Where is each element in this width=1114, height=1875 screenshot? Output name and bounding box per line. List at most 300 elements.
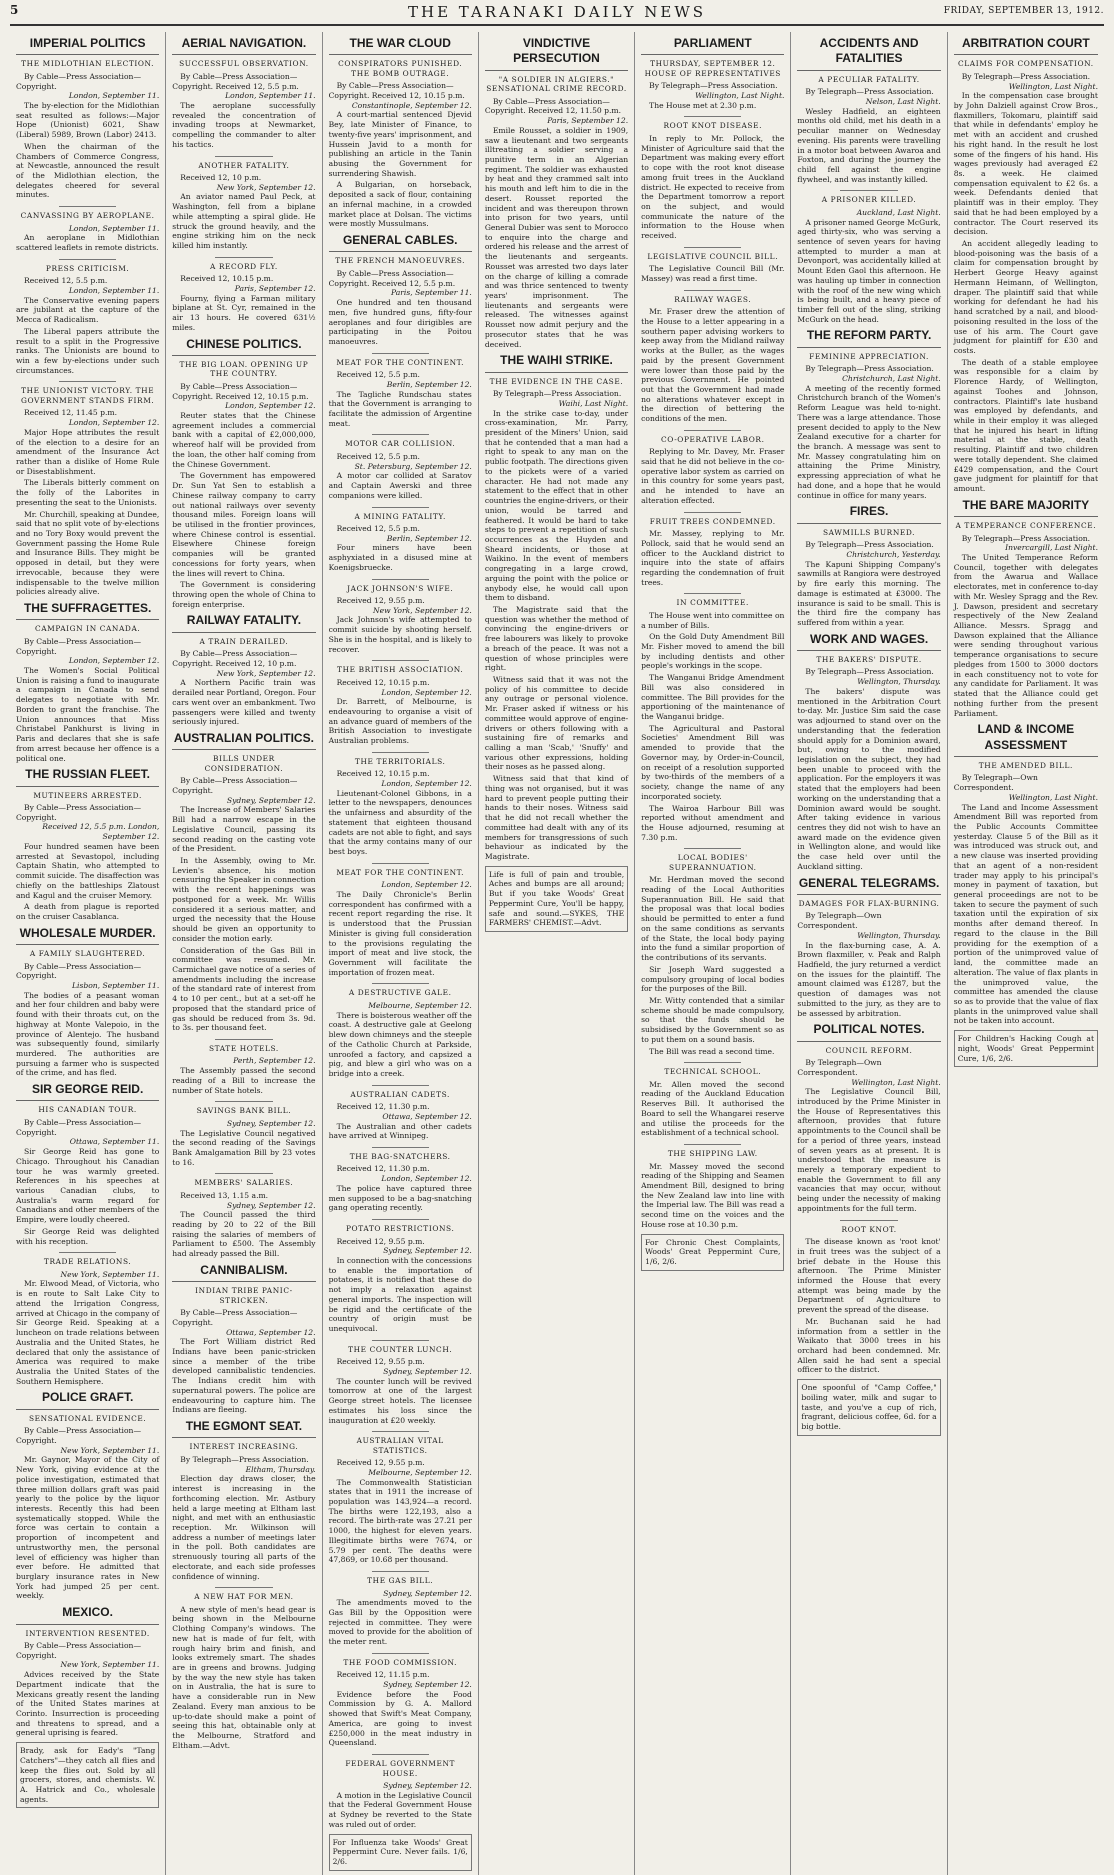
story-subheading: A DESTRUCTIVE GALE. [348, 988, 452, 998]
story-dateline: Wellington, Thursday. [857, 930, 941, 940]
story-paragraph: Four miners have been asphyxiated in a disused mine at Koenigsbruecke. [328, 543, 472, 572]
story-paragraph: Mr. Herdman moved the second reading of the Local Authorities Superannuation Bill. He said that the proposal was that local bodies should be permitted to enter a fund on the same conditions as servants of the State, the local body paying into the fund a similar proportion of the contributions of its servants. [641, 875, 785, 963]
story-paragraph: The Commonwealth Statistician states that in 1911 the increase of population was 143,924—a record. The births were 122,193, also a record. The birth-rate was 27.21 per 1000, the highest for eleven years. Illegitimate births were 7674, or 5.79 per cent. The deaths were 47,869, or 10.68 per thousand. [328, 1477, 472, 1565]
story-paragraph: The bodies of a peasant woman and her four children and baby were found with their throats cut, on the highway at Monte Valepoio, in the province of Alentejo. The husband was subsequently found, similarly murdered. The authorities are pursuing a farmer who is suspected of the crime, and has fled. [16, 990, 160, 1078]
story-divider [372, 1340, 429, 1341]
story-divider [684, 1062, 741, 1063]
story-paragraph: The Fort William district Red Indians have been panic-stricken since a member of the tribe developed cannibalistic tendencies. The Indians credit him with supernatural powers. The police are endeavouring to capture him. The Indians are fleeing. [172, 1337, 316, 1415]
story-byline: Received 12, 11.15 p.m. [336, 1670, 430, 1680]
story-byline: Received 13, 1.15 a.m. [180, 1190, 269, 1200]
story-divider [840, 190, 897, 191]
story-paragraph: The Government has empowered Dr. Sun Yat Sen to establish a Chinese railway company to carry out national railways over seventy thousand miles. Foreign loans will be utilised in the frontier provinces, where Chinese control is essential. Elsewhere Chinese foreign companies will be granted concessions for forty years, when the lines will revert to China. [172, 471, 316, 578]
story-paragraph: The Daily Chronicle's Berlin correspondent has confirmed with a recent report regarding the rise. It is understood that the Prussian Minister is giving full consideration to the provisions regulating the import of meat and live stock, the Government will facilitate the importation of frozen meat. [328, 889, 472, 977]
section-heading: THE EGMONT SEAT. [172, 1417, 315, 1438]
story-subheading: IN COMMITTEE. [676, 598, 749, 608]
story-byline: Received 12, 9.55 p.m. [336, 596, 425, 606]
story-paragraph: The police have captured three men supposed to be a bag-snatching gang operating recently. [328, 1183, 472, 1213]
story-dateline: Sydney, September 12. [226, 1200, 316, 1210]
advertisement: One spoonful of "Camp Coffee," boiling water, milk and sugar to taste, and you've a cup of rich, fragrant, delicious coffee, 6d. for a big bottle. [797, 1379, 940, 1436]
story-subheading: A TRAIN DERAILED. [199, 636, 289, 646]
section-heading: SIR GEORGE REID. [16, 1080, 159, 1101]
story-dateline: London, September 12. [381, 1174, 472, 1184]
story-paragraph: The Government is considering throwing open the whole of China to foreign enterprise. [172, 580, 316, 609]
story-dateline: New York, September 12. [216, 182, 316, 192]
story-paragraph: The Agricultural and Pastoral Societies' Amendment Bill was amended to provide that the Governor may, by Order-in-Council, on receipt of a resolution supported by two-thirds of the members of a society, change the name of any incorporated society. [641, 723, 785, 801]
story-paragraph: The Wairoa Harbour Bill was reported without amendment and the House adjourned, resuming at 7.30 p.m. [641, 803, 785, 842]
story-byline: Received 12, 9.55 p.m. [336, 1357, 425, 1367]
story-subheading: SAWMILLS BURNED. [823, 527, 916, 537]
section-heading: ACCIDENTS AND FATALITIES [797, 34, 940, 71]
story-byline: By Telegraph—Press Association. [649, 81, 778, 91]
story-divider [372, 434, 429, 435]
story-byline: By Cable—Press Association—Copyright. Received 12, 10.15 p.m. [328, 81, 465, 101]
story-subheading: ROOT KNOT DISEASE. [663, 121, 763, 131]
section-heading: WORK AND WAGES. [797, 630, 940, 651]
story-subheading: PRESS CRITICISM. [45, 263, 130, 273]
story-dateline: Wellington, Last Night. [695, 91, 785, 101]
story-divider [215, 1039, 272, 1040]
story-subheading: LEGISLATIVE COUNCIL BILL. [647, 251, 779, 261]
story-subheading: MOTOR CAR COLLISION. [345, 439, 456, 449]
story-subheading: MEAT FOR THE CONTINENT. [336, 357, 465, 367]
story-byline: Received 12, 5.5 p.m. [336, 370, 420, 380]
story-divider [372, 1431, 429, 1432]
story-dateline: Christchurch, Last Night. [842, 374, 941, 384]
section-heading: LAND & INCOME ASSESSMENT [954, 720, 1098, 757]
story-dateline: Wellington, Last Night. [1008, 792, 1098, 802]
story-divider [684, 1144, 741, 1145]
story-subheading: AUSTRALIAN CADETS. [350, 1089, 451, 1099]
story-divider [372, 752, 429, 753]
story-paragraph: Mr. Elwood Mead, of Victoria, who is en route to Salt Lake City to attend the Irrigation Congress, arrived at Chicago in the company of Sir George Reid. Speaking at a luncheon on trade relations between Australia and the United States, he declared that only the assistance of America was required to make Australia the United States of the Southern Hemisphere. [16, 1279, 160, 1386]
story-byline: Received 12, 10.15 p.m. [336, 677, 430, 687]
story-paragraph: Mr. Allen moved the second reading of the Auckland Education Reserves Bill. It authorised the Board to sell the Whangarei reserve and utilise the proceeds for the establishment of a technical school. [641, 1079, 785, 1138]
story-dateline: New York, September 11. [60, 1445, 160, 1455]
story-divider [372, 1754, 429, 1755]
story-dateline: Sydney, September 12. [226, 1118, 316, 1128]
story-dateline: Perth, September 12. [233, 1056, 316, 1066]
story-paragraph: The Legislative Council Bill, introduced by the Prime Minister in the House of Representatives this afternoon, provides that future appointments to the Council shall be for a period of three years, instead of seven years as at present. It is understood that the measure is merely a temporary expedient to enable the Government to fill any vacancies that may occur, without being under the necessity of making appointments for the full term. [797, 1087, 941, 1213]
story-paragraph: The Women's Social Political Union is raising a fund to inaugurate a campaign in Canada to send delegates to negotiate with Mr. Borden to grant the franchise. The Union announces that Miss Christabel Pankhurst is living in Paris and declares that she is safe from arrest because her offence is a political one. [16, 666, 160, 763]
story-paragraph: The bakers' dispute was mentioned in the Arbitration Court to-day. Mr. Justice Sim said the case was adjourned to stand over on the understanding that the federation should apply for a Dominion award, but, owing to the modified legislation on the subject, they had been unable to proceed with the application. For the employers it was stated that the employers had been working on the understanding that a Dominion award would be sought. After taking evidence in various centres they did not wish to have an award made on the evidence given in Wellington alone, and would like the case held over until the Auckland sitting. [797, 686, 941, 871]
story-byline: Received 12, 11.30 p.m. [336, 1164, 430, 1174]
story-subheading: A FAMILY SLAUGHTERED. [29, 949, 146, 959]
story-subheading: RAILWAY WAGES. [674, 294, 752, 304]
story-paragraph: The House met at 2.30 p.m. [649, 100, 757, 110]
advertisement: For Influenza take Woods' Great Peppermint Cure. Never fails. 1/6, 2/6. [329, 1834, 472, 1871]
story-subheading: THE BAKERS' DISPUTE. [816, 655, 922, 665]
story-subheading: THE BAG-SNATCHERS. [349, 1152, 451, 1161]
story-dateline: Constantinople, September 12. [351, 100, 472, 110]
story-subheading: CONSPIRATORS PUNISHED. THE BOMB OUTRAGE. [338, 59, 463, 78]
story-divider [372, 983, 429, 984]
section-heading: WHOLESALE MURDER. [16, 924, 159, 945]
story-byline: By Telegraph—Press Association. [961, 533, 1091, 543]
story-paragraph: The Assembly passed the second reading of a Bill to increase the number of State hotels. [172, 1066, 316, 1095]
story-paragraph: An accident allegedly leading to blood-poisoning was the basis of a claim for compensation brought by Herbert George Heavy against Hermann Heimann, of Wellington, draper. The plaintiff said that while working for defendant he had his hand scratched by a nail, and blood-poisoning resulted in the loss of the use of his arm. The Court gave judgment for plaintiff for £30 and costs. [953, 239, 1098, 355]
section-heading: THE REFORM PARTY. [797, 326, 940, 347]
story-paragraph: Wesley Hadfield, an eighteen months old child, met his death in a peculiar manner on Wednesday evening. His parents were travelling in a motor boat between Awaroa and Foxton, and during the journey the child fell against the engine flywheel, and was instantly killed. [797, 106, 941, 184]
story-paragraph: In reply to Mr. Pollock, the Minister of Agriculture said that the Department was making every effort to cope with the root knot disease among fruit trees in the Auckland district. He expected to receive from the Department tomorrow a report on the subject, and would communicate the nature of the information to the House when received. [641, 133, 785, 241]
story-byline: By Cable—Press Association—Copyright. [16, 71, 142, 91]
section-heading: GENERAL TELEGRAMS. [797, 874, 940, 895]
story-divider [59, 206, 116, 207]
story-divider [372, 1571, 429, 1572]
story-byline: By Telegraph—Press Association. [805, 540, 934, 550]
story-divider [59, 259, 116, 260]
story-paragraph: Mr. Buchanan said he had information from a settler in the Waikato that 3000 trees in his orchard had been condemned. Mr. Allen said he had sent a special officer to the district. [797, 1316, 941, 1375]
story-byline: Received 12, 5.5 p.m. [336, 451, 420, 461]
story-dateline: London, September 11. [68, 285, 160, 295]
story-divider [215, 1173, 272, 1174]
masthead [10, 0, 1104, 26]
story-paragraph: Witness said that it was not the policy of his committee to decide any outrage or personal violence. Mr. Fraser asked if witness or his committee would approve of engine-drivers or others following with a sustaining fire of remarks and calling a man 'Scab,' 'Snuffy' and various other expressions, holding their noses as he passed along. [484, 675, 629, 772]
story-divider [372, 1219, 429, 1220]
story-subheading: THE SHIPPING LAW. [667, 1149, 758, 1159]
story-dateline: Waihi, Last Night. [558, 398, 629, 408]
page-number: 5 [10, 3, 19, 17]
story-dateline: Wellington, Last Night. [1008, 81, 1098, 91]
story-dateline: Christchurch, Yesterday. [846, 549, 941, 559]
story-subheading: ROOT KNOT. [841, 1224, 897, 1234]
story-paragraph: When the chairman of the Chambers of Commerce Congress, at Newcastle, announced the result of the Midlothian election, the delegates cheered for several minutes. [16, 141, 160, 200]
newspaper-title: THE TARANAKI DAILY NEWS [407, 3, 707, 21]
story-subheading: MUTINEERS ARRESTED. [33, 790, 142, 800]
story-byline: By Telegraph—Own Correspondent. [797, 1058, 882, 1077]
story-paragraph: The Conservative evening papers are jubilant at the capture of the Mecca of Radicalism. [16, 295, 160, 325]
story-dateline: Berlin, September 12. [386, 379, 472, 389]
story-subheading: THE AMENDED BILL. [978, 760, 1073, 770]
story-subheading: A RECORD FLY. [210, 261, 278, 271]
story-divider [372, 353, 429, 354]
story-divider [684, 430, 741, 431]
story-subheading: TECHNICAL SCHOOL. [664, 1067, 762, 1077]
story-dateline: London, September 12. [381, 880, 472, 890]
story-subheading: TRADE RELATIONS. [43, 1257, 132, 1267]
story-byline: Received 12, 11.45 p.m. [24, 408, 117, 418]
story-subheading: A PRISONER KILLED. [821, 195, 917, 205]
column-7 [948, 32, 1104, 1875]
story-byline: By Cable—Press Association—Copyright. [16, 961, 142, 981]
story-dateline: St. Petersburg, September 12. [354, 461, 472, 471]
story-divider [840, 1220, 897, 1221]
story-byline: By Cable—Press Association—Copyright. [16, 1117, 142, 1137]
story-paragraph: There is boisterous weather off the coast. A destructive gale at Geelong blew down chimneys and the steeple of the Catholic Church at Parkside, unroofed a factory, and capsized a pig, and blew a girl who was on a bridge into a creek. [328, 1010, 472, 1078]
story-paragraph: A meeting of the recently formed Christchurch branch of the Women's Reform League was held to-night. There was a large attendance. Those present decided to apply to the New Zealand executive for a charter for the branch. A message was sent to Mr. Massey congratulating him on attaining the Prime Ministry, expressing appreciation of what he had done, and a hope that he would continue in office for many years. [797, 383, 941, 500]
section-heading: THE WAR CLOUD [329, 34, 472, 55]
story-paragraph: Sir Joseph Ward suggested a compulsory grouping of local bodies for the purposes of the Bill. [641, 964, 785, 994]
story-byline: By Telegraph—Press Association. [805, 364, 934, 374]
story-subheading: THE GAS BILL. [367, 1576, 434, 1586]
story-subheading: FEDERAL GOVERNMENT HOUSE. [345, 1759, 456, 1778]
section-heading: RAILWAY FATALITY. [172, 611, 315, 632]
story-paragraph: Four hundred seamen have been arrested at Sevastopol, including Captain Shatin, who attempted to commit suicide. The disaffection was chiefly on the battleships Zlatoust and Kagul and the cruiser Memory. [16, 841, 160, 900]
story-dateline: Wellington, Last Night. [851, 1077, 941, 1087]
story-subheading: A PECULIAR FATALITY. [818, 74, 920, 84]
story-dateline: London, September 11. [225, 91, 316, 101]
story-paragraph: A new style of men's head gear is being shown in the Melbourne Clothing Company's windows. The new hat is made of fur felt, with rough hairy brim and finish, and looks extremely smart. The shades are in greens and browns. Judging by the way the new style has taken on in Australia, the hat is sure to have a considerable run in New Zealand. Every man anxious to be up-to-date should make a point of seeing this hat, obtainable only at the Melbourne, Stratford and Eltham.—Advt. [172, 1604, 316, 1750]
story-paragraph: The by-election for the Midlothian seat resulted as follows:—Major Hope (Unionist) 6021, Shaw (Liberal) 5989, Brown (Labor) 2413. [16, 100, 160, 140]
story-subheading: DAMAGES FOR FLAX-BURNING. [798, 898, 940, 908]
story-byline: By Telegraph—Own Correspondent. [797, 911, 882, 931]
story-subheading: STATE HOTELS. [208, 1043, 279, 1053]
story-subheading: CO-OPERATIVE LABOR. [661, 434, 765, 444]
section-heading: FIRES. [797, 502, 940, 523]
advertisement: Brady, ask for Eady's "Tang Catchers"—they catch all flies and keep the flies out. Sold by all grocers, stores, and chemists. W. A. Hatrick and Co., wholesale agents. [16, 1742, 159, 1808]
story-paragraph: Witness said that that kind of thing was not organised, but it was hard to prevent people putting their hands to their noses. Witness said that he did not recall whether the committee had dealt with any of its members for transgressions of such behaviour as indicated by the Magistrate. [484, 774, 629, 861]
story-divider [684, 512, 741, 513]
story-dateline: Sydney, September 12. [383, 1588, 472, 1598]
story-divider [684, 116, 741, 117]
story-paragraph: Major Hope attributes the result of the election to a desire for an amendment of the Insurance Act rather than a dislike of Home Rule or Disestablishment. [16, 427, 160, 476]
advertisement: For Chronic Chest Complaints, Woods' Great Peppermint Cure, 1/6, 2/6. [641, 1234, 784, 1271]
column-5 [635, 32, 791, 1875]
story-paragraph: A court-martial sentenced Djevid Bey, late Minister of Finance, to twenty-five years' imprisonment, and Hussein Javid to a month for publishing an article in the Tanin abusing the Government for surrendering Shawish. [328, 110, 472, 178]
column-1 [10, 32, 166, 1875]
story-paragraph: In the compensation case brought by John Dalziell against Crow Bros., flaxmillers, Tokomaru, plaintiff said that while in defendants' employ he met with an accident and crushed his right hand. In the result he lost some of the fingers of his hand. His wages previously had averaged £2 8s. a week. He claimed compensation equivalent to £2 6s. a week. Defendants denied that plaintiff was in their employ. They said that he had been employed by a contractor. The Court reserved its decision. [953, 91, 1098, 237]
story-subheading: THE FRENCH MANOEUVRES. [335, 256, 466, 266]
story-paragraph: One hundred and ten thousand men, five hundred guns, fifty-four aeroplanes and four dirigibles are participating in the Poitou manoeuvres. [328, 298, 472, 346]
story-subheading: SAVINGS BANK BILL. [196, 1106, 292, 1116]
story-subheading: MEAT FOR THE CONTINENT. [336, 867, 465, 877]
column-2 [166, 32, 322, 1875]
story-subheading: A NEW HAT FOR MEN. [194, 1592, 294, 1602]
story-paragraph: Consideration of the Gas Bill in committee was resumed. Mr. Carmichael gave notice of a series of amendments including the increase of the standard rate of interest from 4 to 10 per cent., but at a set-off he proposed that the standard price of gas should be reduced from 3s. 9d. to 3s. per thousand feet. [172, 945, 316, 1033]
section-heading: AERIAL NAVIGATION. [172, 34, 315, 55]
story-paragraph: The Wanganui Bridge Amendment Bill was also considered in committee. The Bill provides for the apportioning of the maintenance of the Wanganui bridge. [641, 673, 785, 722]
column-4 [479, 32, 635, 1875]
story-dateline: London, September 12. [68, 418, 160, 428]
story-paragraph: The Land and Income Assessment Amendment Bill was reported from the Public Accounts Committee yesterday. Clause 5 of the Bill as it was introduced was struck out, and a new clause was inserted providing that an agent of a non-resident trader may apply to his principal's money in payment of taxation, but general proceedings are not to be taken to secure the payment of such taxation until the expiration of six months after demand thereof. In regard to the clause in the Bill providing for the exemption of a portion of the unimproved value of land, the committee made an alteration. The value of flax plants in the unimproved value, the committee has amended the clause so as to provide that the value of flax plants in the unimproved value shall not be taken into account. [953, 802, 1098, 1026]
story-dateline: Paris, September 12. [234, 283, 316, 293]
story-divider [684, 290, 741, 291]
story-subheading: THE MIDLOTHIAN ELECTION. [21, 59, 155, 69]
story-byline: Received 12, 9.55 p.m. [336, 1236, 425, 1246]
story-paragraph: Dr. Barrett, of Melbourne, is endeavouring to organise a visit of an advance guard of members of the British Association to investigate Australian problems. [328, 697, 472, 746]
story-paragraph: The counter lunch will be revived tomorrow at one of the largest George street hotels. The licensee estimates his loss since the inauguration at £20 weekly. [328, 1376, 472, 1425]
story-dateline: New York, September 12. [216, 668, 316, 678]
story-byline: By Cable—Press Association—Copyright. [16, 1426, 142, 1445]
story-dateline: Wellington, Thursday. [857, 677, 941, 687]
story-subheading: BILLS UNDER CONSIDERATION. [204, 754, 284, 773]
newspaper-columns [10, 32, 1104, 1867]
story-subheading: CLAIMS FOR COMPENSATION. [958, 59, 1094, 69]
story-paragraph: Sir George Reid has gone to Chicago. Throughout his Canadian tour he was warmly greeted. References in his speeches at various Canadian clubs, to Australia's warm regard for Canadians and other members of the Empire, were loudly cheered. [16, 1147, 160, 1225]
story-subheading: HIS CANADIAN TOUR. [38, 1105, 137, 1115]
story-paragraph: The United Temperance Reform Council, together with delegates from the Awarua and Wallace electorates, met in conference to-day with Mr. Wesley Spragg and the Rev. J. Dawson, president and secretary respectively of the New Zealand Alliance. Messrs. Spragg and Dawson explained that the Alliance were sending throughout various temperance organisations to secure pledges from 1500 to 3000 doctors in each constituency not to vote for any candidate for Parliament. It was stated that the Alliance could get nothing further from the present Parliament. [953, 553, 1098, 718]
column-3 [323, 32, 479, 1875]
story-dateline: Ottawa, September 11. [69, 1137, 160, 1147]
story-paragraph: The death of a stable employee was responsible for a claim by Florence Hardy, of Wellington, against Toohes and Johnson, contractors. Plaintiff's late husband was employed by defendants, and while in their employ it was alleged that he injured his heart in lifting material at the stable, death resulting. Plaintiff and two children were totally dependent. She claimed £429 compensation, and the Court gave judgment for plaintiff for that amount. [953, 357, 1098, 494]
section-heading: THE WAIHI STRIKE. [485, 351, 628, 372]
story-paragraph: The House went into committee on a number of Bills. [641, 610, 785, 630]
story-dateline: Auckland, Last Night. [856, 207, 941, 217]
story-divider [372, 1147, 429, 1148]
story-byline: By Cable—Press Association—Copyright. Received 12, 5.5 p.m. [328, 268, 456, 288]
story-subheading: FRUIT TREES CONDEMNED. [649, 516, 776, 526]
story-paragraph: In connection with the concessions to enable the importation of potatoes, it is notified that these do not imply a relaxation against general imports. The inspection will be rigid and the certificate of the country of origin must be unequivocal. [328, 1255, 472, 1333]
story-subheading: THURSDAY, SEPTEMBER 12. HOUSE OF REPRESENTATIVES [644, 59, 781, 78]
story-dateline: Sydney, September 12. [383, 1246, 472, 1256]
story-paragraph: On the Gold Duty Amendment Bill Mr. Fisher moved to amend the bill by including dentists and other people's workings in the scope. [641, 632, 785, 671]
story-dateline: Paris, September 12. [547, 116, 629, 126]
story-byline: By Telegraph—Press Association. [492, 389, 622, 399]
story-paragraph: Mr. Fraser drew the attention of the House to a letter appearing in a southern paper advising workers to keep away from the Midland railway works at the Buller, as the wages paid by the present Government were lower than those paid by the previous Government. He pointed out that the Government had made no alterations whatever except in the direction of bettering the conditions of the men. [641, 307, 785, 424]
story-divider [215, 1101, 272, 1102]
story-byline: By Cable—Press Association—Copyright. Received 12, 10 p.m. [172, 649, 298, 668]
story-subheading: THE FOOD COMMISSION. [343, 1657, 458, 1667]
story-subheading: A MINING FATALITY. [354, 511, 446, 521]
story-paragraph: In the strike case to-day, under cross-examination, Mr. Parry, president of the Miners' Union, said that he contended that a man had a right to speak to any man on the public footpath. The directions given to the pickets were of a varied character. He had not made any statement to the effect that in other countries the engine-drivers, or their union, would be tarred and feathered. It would be hard to take steps to prevent a repetition of such occurrences as the Huyden and Sheard incidents, or those at Waikino. In the event of members congregating in a large crowd, arguing the point with the police or anybody else, he would call upon them to disband. [484, 408, 629, 603]
story-subheading: INTERVENTION RESENTED. [25, 1628, 150, 1638]
story-subheading: CAMPAIGN IN CANADA. [34, 624, 141, 634]
story-divider [372, 507, 429, 508]
story-divider [59, 381, 116, 382]
story-paragraph: An aviator named Paul Peck, at Washington, fell from a biplane while attempting a spiral glide. He struck the ground heavily, and the engine striking him on the neck killed him instantly. [172, 192, 316, 251]
section-heading: THE BARE MAJORITY [954, 496, 1098, 517]
story-divider [372, 863, 429, 864]
story-paragraph: The Bill was read a second time. [649, 1046, 775, 1056]
story-paragraph: The Council passed the third reading by 20 to 22 of the Bill raising the salaries of members of Parliament to £500. The Assembly had already passed the Bill. [172, 1210, 316, 1259]
story-divider [372, 660, 429, 661]
story-paragraph: The Tagliche Rundschau states that the Government is arranging to facilitate the admission of Argentine meat. [328, 389, 472, 428]
story-byline: By Cable—Press Association—Copyright. [172, 1308, 298, 1327]
story-paragraph: Lieutenant-Colonel Gibbons, in a letter to the newspapers, denounces the unfairness and absurdity of the statement that eighteen thousand cadets are not able to fight, and says that the army contains many of our best boys. [328, 788, 472, 857]
story-dateline: Sydney, September 12. [383, 1680, 472, 1690]
story-dateline: Nelson, Last Night. [865, 96, 941, 106]
story-dateline: Sydney, September 12. [383, 1781, 472, 1790]
story-dateline: New York, September 11. [60, 1269, 160, 1279]
story-dateline: Ottawa, September 12. [226, 1327, 316, 1337]
story-byline: By Telegraph—Press Association. [805, 667, 934, 677]
story-byline: Received 12, 9.55 p.m. [336, 1458, 425, 1468]
story-dateline: London, September 11. [68, 91, 160, 101]
story-divider [59, 1252, 116, 1253]
advertisement: For Children's Hacking Cough at night, Woods' Great Peppermint Cure, 1/6, 2/6. [954, 1030, 1098, 1067]
section-heading: THE RUSSIAN FLEET. [16, 765, 159, 786]
story-dateline: Ottawa, September 12. [382, 1111, 472, 1121]
story-dateline: London, September 12. [381, 687, 472, 697]
section-heading: PARLIAMENT [641, 34, 784, 55]
story-subheading: A TEMPERANCE CONFERENCE. [955, 521, 1097, 531]
story-subheading: MEMBERS' SALARIES. [194, 1178, 294, 1188]
section-heading: IMPERIAL POLITICS [16, 34, 159, 55]
story-divider [215, 156, 272, 157]
story-paragraph: The Liberals bitterly comment on the folly of the Laborites in presenting the seat to the Unionists. [16, 478, 160, 507]
story-byline: Received 12, 5.5 p.m. [336, 523, 420, 533]
story-paragraph: Advices received by the State Department indicate that the Mexicans greatly resent the landing of the United States marines at Corinto. Insurrection is proceeding and threatens to spread, and a general uprising is feared. [16, 1670, 160, 1738]
story-byline: Received 12, 10.15 p.m. [180, 274, 274, 284]
story-paragraph: Mr. Massey moved the second reading of the Shipping and Seamen Amendment Bill, designed to bring the New Zealand law into line with the Imperial law. The Bill was read a second time on the voices and the House rose at 10.30 p.m. [641, 1161, 785, 1229]
story-byline: Received 12, 5.5 p.m. [24, 276, 108, 286]
section-heading: VINDICTIVE PERSECUTION [485, 34, 628, 71]
story-subheading: SENSATIONAL EVIDENCE. [28, 1413, 147, 1423]
story-byline: By Cable—Press Association—Copyright. Received 12, 11.50 p.m. [484, 96, 622, 116]
story-paragraph: Jack Johnson's wife attempted to commit suicide by shooting herself. She is in the hospital, and is likely to recover. [328, 615, 472, 654]
story-byline: By Telegraph—Press Association. [180, 1454, 309, 1464]
story-subheading: THE TERRITORIALS. [354, 756, 446, 766]
story-byline: By Telegraph—Press Association. [961, 71, 1091, 81]
story-subheading: POTATO RESTRICTIONS. [345, 1224, 455, 1234]
story-dateline: Invercargill, Last Night. [1005, 543, 1098, 553]
story-subheading: INDIAN TRIBE PANIC-STRICKEN. [195, 1286, 293, 1305]
section-heading: THE SUFFRAGETTES. [16, 599, 159, 620]
story-dateline: Sydney, September 12. [383, 1366, 472, 1376]
story-subheading: LOCAL BODIES' SUPERANNUATION. [668, 853, 757, 872]
story-paragraph: Mr. Witty contended that a similar scheme should be made compulsory, so that the funds should be subsidised by the Government so as to put them on a sound basis. [641, 995, 785, 1044]
story-divider [684, 848, 741, 849]
story-byline: By Cable—Press Association—Copyright. [172, 776, 298, 795]
section-heading: GENERAL CABLES. [329, 231, 472, 252]
story-dateline: Melbourne, September 12. [368, 1467, 472, 1477]
story-paragraph: The Liberal papers attribute the result to a split in the Progressive ranks. The Unionists are bound to win a few by-elections under such circumstances. [16, 326, 160, 375]
story-paragraph: Mr. Gaynor, Mayor of the City of New York, giving evidence at the police investigation, estimated that three million dollars graft was paid yearly to the police by the liquor interests. Recently this had been systematically stopped. While the force was certain to contain a proportion of incompetent and untrustworthy men, the personal level of efficiency was higher than ever before. He admitted that burglary insurance rates in New York had jumped 25 per cent. weekly. [16, 1455, 160, 1601]
story-subheading: ANOTHER FATALITY. [198, 160, 290, 170]
story-dateline: London, September 12. [381, 779, 472, 789]
story-paragraph: Fourny, flying a Farman military biplane at St. Cyr, remained in the air 13 hours. He covered 631½ miles. [172, 293, 316, 332]
story-paragraph: The amendments moved to the Gas Bill by the Opposition were rejected in committee. They were moved to provide for the abolition of the meter rent. [328, 1598, 472, 1647]
story-byline: By Cable—Press Association—Copyright. Received 12, 5.5 p.m. [172, 71, 299, 91]
story-paragraph: A Bulgarian, on horseback, deposited a sack of flour, containing an infernal machine, in a crowded market place at Dolsan. The victims were mostly Mussulmans. [328, 180, 472, 229]
story-byline: By Cable—Press Association—Copyright. [16, 1640, 142, 1660]
story-dateline: Berlin, September 12. [386, 533, 472, 543]
story-divider [215, 257, 272, 258]
section-heading: POLICE GRAFT. [16, 1388, 159, 1409]
story-dateline: London, September 12. [68, 656, 160, 666]
story-paragraph: The Legislative Council negatived the second reading of the Savings Bank Amalgamation Bill by 23 votes to 16. [172, 1128, 316, 1167]
story-dateline: London, September 12. [225, 401, 316, 411]
story-dateline: Paris, September 11. [390, 288, 472, 298]
story-subheading: THE COUNTER LUNCH. [348, 1344, 453, 1354]
section-heading: CHINESE POLITICS. [172, 335, 315, 356]
advertisement: Life is full of pain and trouble, Aches and bumps are all around; But if you take Woods' Great Peppermint Cure, You'll be happy, safe and sound.—SYKES, THE FARMERS' CHEMIST.—Advt. [485, 866, 628, 932]
story-divider [684, 593, 741, 594]
story-paragraph: A Northern Pacific train was derailed near Portland, Oregon. Four cars went over an embankment. Two passengers were killed and twenty seriously injured. [172, 678, 316, 727]
story-paragraph: The disease known as 'root knot' in fruit trees was the subject of a brief debate in the House this afternoon. The Prime Minister informed the House that every attempt was being made by the Department of Agriculture to prevent the spread of the disease. [797, 1237, 941, 1315]
story-subheading: FEMININE APPRECIATION. [809, 351, 929, 361]
story-subheading: COUNCIL REFORM. [825, 1045, 913, 1055]
story-paragraph: Replying to Mr. Davey, Mr. Fraser said that he did not believe in the co-operative labor system as carried on in this country for some years past, and he intended to have an alteration effected. [641, 447, 785, 505]
story-paragraph: A death from plague is reported on the cruiser Casablanca. [16, 902, 160, 921]
story-subheading: THE EVIDENCE IN THE CASE. [489, 376, 624, 386]
story-dateline: Received 12, 5.5 p.m. London, September 12. [42, 822, 160, 842]
section-heading: POLITICAL NOTES. [797, 1020, 940, 1041]
story-paragraph: A motion in the Legislative Council that the Federal Government House at Sydney be reverted to the State was ruled out of order. [328, 1790, 472, 1829]
story-byline: By Cable—Press Association—Copyright. [16, 636, 142, 656]
section-heading: AUSTRALIAN POLITICS. [172, 729, 315, 750]
story-divider [372, 1085, 429, 1086]
story-paragraph: Sir George Reid was delighted with his reception. [16, 1226, 160, 1246]
story-dateline: Eltham, Thursday. [245, 1464, 316, 1474]
story-paragraph: Emile Rousset, a soldier in 1909, saw a lieutenant and two sergeants illtreating a soldier serving a punitive term in an Algerian regiment. The soldier was exhausted by heat and they crammed salt into his mouth and left him to die in the desert. Rousset reported the incident and was thereupon thrown into prison for two years, until General Dubier was sent to Morocco to enquire into the charge and ordered his release and the arrest of the lieutenants and sergeants. Rousset was arrested two days later on the charge of killing a comrade and was thrice sentenced to twenty years' imprisonment. The lieutenants and sergeants were released. The witnesses against Rousset now admit perjury and the prosecutor states that he was deceived. [484, 125, 629, 349]
story-byline: Received 12, 11.30 p.m. [336, 1102, 430, 1112]
story-paragraph: A prisoner named George McGurk, aged thirty-six, who was serving a sentence of seven years for having attempted to murder a man at Devonport, was accidentally killed at Mount Eden Gaol this afternoon. He was hauling up timber in connection with the roof of the new wing which is being built, and a heavy piece of timber fell out of the sling, striking McGurk on the head. [797, 217, 941, 324]
story-subheading: AUSTRALIAN VITAL STATISTICS. [356, 1436, 444, 1455]
story-dateline: Melbourne, September 12. [368, 1000, 472, 1010]
story-subheading: "A SOLDIER IN ALGIERS." SENSATIONAL CRIME RECORD. [486, 74, 627, 94]
story-paragraph: Reuter states that the Chinese agreement includes a commercial bank with a capital of £2,000,000, whereof half will be provided from the loan, the other half coming from the Chinese Government. [172, 411, 316, 469]
story-subheading: JACK JOHNSON'S WIFE. [347, 583, 454, 593]
section-heading: CANNIBALISM. [172, 1261, 315, 1282]
column-6 [791, 32, 947, 1875]
story-paragraph: The Kapuni Shipping Company's sawmills at Rangiora were destroyed by fire early this morning. The damage is estimated at £3000. The insurance is said to be small. This is the third fire the company has suffered from within a year. [797, 559, 941, 627]
story-subheading: SUCCESSFUL OBSERVATION. [179, 59, 309, 69]
story-paragraph: The Increase of Members' Salaries Bill had a narrow escape in the Legislative Council, passing its second reading on the casting vote of the President. [172, 805, 316, 854]
story-subheading: INTEREST INCREASING. [189, 1442, 299, 1452]
story-paragraph: An aeroplane in Midlothian scattered leaflets in remote districts. [16, 233, 160, 253]
story-paragraph: The aeroplane successfully revealed the concentration of invading troops at Newmarket, compelling the commander to alter his tactics. [172, 100, 316, 149]
story-dateline: New York, September 11. [60, 1660, 160, 1670]
